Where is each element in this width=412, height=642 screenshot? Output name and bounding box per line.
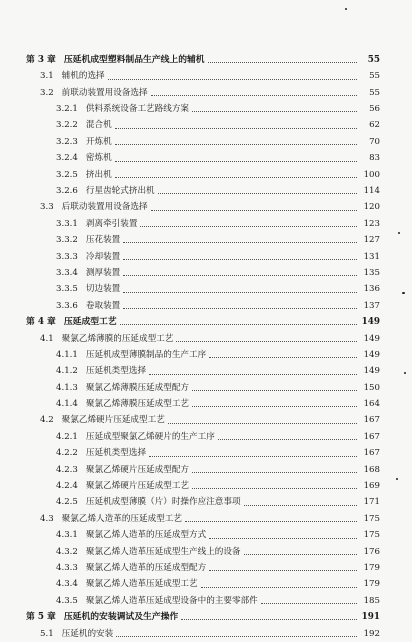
- toc-entry-number: 4.3.1: [56, 530, 78, 541]
- toc-entry-title: 压延成型工艺: [63, 317, 117, 328]
- dot-leader: [115, 127, 357, 129]
- table-of-contents: [0, 52, 412, 642]
- toc-entry-page: 131: [363, 251, 380, 262]
- toc-entry-number: 第 4 章: [26, 317, 56, 328]
- toc-entry-page: 179: [363, 563, 380, 573]
- toc-entry-number: 第 5 章: [26, 612, 56, 623]
- toc-section-row[interactable]: [0, 544, 412, 560]
- dot-leader: [209, 356, 357, 358]
- toc-entry-title: 剥离牵引装置: [85, 218, 138, 229]
- toc-entry-page: 175: [363, 530, 380, 541]
- toc-entry-number: 3.2.5: [56, 169, 78, 180]
- toc-entry-title: 聚氯乙烯人造革的压延成型配方: [85, 563, 207, 573]
- toc-entry-number: 3.3: [40, 202, 54, 213]
- scan-speck: [398, 232, 400, 234]
- toc-entry-page: 167: [363, 448, 380, 459]
- toc-entry-page: 62: [369, 120, 380, 131]
- dot-leader: [123, 274, 357, 276]
- toc-chapter-row[interactable]: [0, 609, 412, 625]
- toc-entry-page: 100: [363, 169, 380, 180]
- toc-section-row[interactable]: [0, 462, 412, 478]
- toc-section-row[interactable]: [0, 265, 412, 281]
- dot-leader: [123, 258, 357, 260]
- dot-leader: [151, 94, 357, 96]
- toc-entry-title: 聚氯乙烯人造革的压延成型方式: [85, 530, 207, 541]
- toc-section-row[interactable]: [0, 281, 412, 297]
- toc-entry-page: 70: [369, 136, 380, 147]
- dot-leader: [218, 438, 357, 440]
- toc-entry-page: 135: [363, 267, 380, 278]
- toc-entry-number: 4.2.4: [56, 481, 78, 492]
- toc-entry-page: 169: [363, 481, 380, 492]
- toc-entry-page: 55: [369, 87, 380, 98]
- dot-leader: [192, 487, 357, 489]
- dot-leader: [149, 455, 357, 457]
- dot-leader: [209, 537, 357, 539]
- toc-entry-page: 192: [363, 628, 380, 639]
- dot-leader: [158, 192, 357, 194]
- toc-entry-title: 混合机: [85, 120, 112, 131]
- toc-section-row[interactable]: [0, 626, 412, 642]
- toc-entry-title: 切边装置: [85, 284, 121, 295]
- toc-entry-title: 前联动装置用设备选择: [61, 87, 148, 98]
- dot-leader: [176, 340, 357, 342]
- toc-entry-title: 行星齿轮式挤出机: [85, 186, 155, 197]
- toc-entry-title: 聚氯乙烯硬片压延成型工艺: [85, 481, 190, 492]
- toc-section-row[interactable]: [0, 183, 412, 199]
- toc-entry-number: 4.3.3: [56, 563, 78, 573]
- dot-leader: [151, 209, 357, 211]
- toc-section-row[interactable]: [0, 118, 412, 134]
- toc-entry-title: 挤出机: [85, 169, 112, 180]
- dot-leader: [201, 586, 357, 588]
- toc-entry-number: 5.1: [40, 628, 54, 639]
- toc-section-row[interactable]: [0, 134, 412, 150]
- toc-section-row[interactable]: [0, 216, 412, 232]
- toc-entry-page: 149: [363, 333, 380, 344]
- toc-entry-title: 压延机的安装: [61, 628, 114, 639]
- toc-entry-title: 压延机类型选择: [85, 366, 147, 377]
- toc-entry-page: 191: [361, 612, 380, 623]
- toc-entry-number: 4.3.2: [56, 546, 78, 557]
- dot-leader: [192, 110, 357, 112]
- dot-leader: [115, 176, 357, 178]
- toc-entry-page: 167: [363, 415, 380, 426]
- toc-section-row[interactable]: [0, 593, 412, 609]
- toc-entry-page: 55: [367, 54, 380, 65]
- toc-entry-title: 卷取装置: [85, 300, 121, 311]
- toc-entry-title: 聚氯乙烯人造革的压延成型工艺: [61, 513, 182, 524]
- toc-section-row[interactable]: [0, 363, 412, 379]
- toc-section-row[interactable]: [0, 167, 412, 183]
- toc-entry-number: 3.3.1: [56, 218, 78, 229]
- toc-entry-number: 3.3.2: [56, 235, 78, 246]
- toc-section-row[interactable]: [0, 560, 412, 576]
- toc-entry-title: 压延机类型选择: [85, 448, 147, 459]
- toc-entry-title: 压花装置: [85, 235, 121, 246]
- toc-entry-number: 第 3 章: [26, 54, 56, 65]
- dot-leader: [115, 143, 357, 145]
- toc-entry-page: 167: [363, 431, 380, 442]
- toc-entry-number: 4.1.1: [56, 349, 78, 360]
- toc-entry-title: 压延机成型薄膜制品的生产工序: [85, 349, 207, 360]
- dot-leader: [208, 61, 357, 63]
- toc-entry-number: 3.2.3: [56, 136, 78, 147]
- toc-section-row[interactable]: [0, 347, 412, 363]
- toc-entry-title: 聚氯乙烯薄膜的压延成型工艺: [61, 333, 174, 344]
- toc-entry-title: 压延成型聚氯乙烯硬片的生产工序: [85, 431, 215, 442]
- toc-entry-number: 4.2: [40, 415, 54, 426]
- toc-section-row[interactable]: [0, 101, 412, 117]
- toc-section-row[interactable]: [0, 413, 412, 429]
- toc-entry-title: 聚氯乙烯薄膜压延成型配方: [85, 382, 190, 393]
- toc-entry-title: 冷却装置: [85, 251, 121, 262]
- toc-entry-title: 压延机成型薄膜（片）时操作应注意事项: [85, 497, 241, 508]
- toc-entry-title: 聚氯乙烯硬片压延成型工艺: [61, 415, 165, 426]
- toc-entry-page: 149: [363, 366, 380, 377]
- toc-entry-number: 4.1.2: [56, 366, 78, 377]
- toc-entry-page: 149: [361, 317, 380, 328]
- toc-entry-number: 4.3: [40, 513, 54, 524]
- toc-entry-number: 3.2.2: [56, 120, 78, 131]
- toc-entry-title: 压延机成型塑料制品生产线上的辅机: [63, 54, 205, 65]
- toc-entry-page: 164: [363, 399, 380, 410]
- toc-entry-number: 4.2.1: [56, 431, 78, 442]
- toc-entry-page: 136: [363, 284, 380, 295]
- toc-section-row[interactable]: [0, 150, 412, 166]
- toc-entry-page: 120: [363, 202, 380, 213]
- toc-entry-number: 3.1: [40, 71, 54, 82]
- dot-leader: [168, 422, 357, 424]
- dot-leader: [123, 291, 357, 293]
- toc-section-row[interactable]: [0, 298, 412, 314]
- toc-section-row[interactable]: [0, 200, 412, 216]
- toc-section-row[interactable]: [0, 429, 412, 445]
- toc-entry-number: 4.1.4: [56, 399, 78, 410]
- toc-entry-number: 3.3.5: [56, 284, 78, 295]
- dot-leader: [140, 225, 357, 227]
- toc-entry-title: 聚氯乙烯人造革压延成型工艺: [85, 579, 198, 590]
- scan-speck: [345, 8, 347, 10]
- toc-entry-page: 179: [363, 579, 380, 590]
- toc-entry-number: 3.2.6: [56, 186, 78, 197]
- toc-entry-number: 3.3.3: [56, 251, 78, 262]
- dot-leader: [123, 241, 357, 243]
- toc-entry-number: 4.1: [40, 333, 54, 344]
- dot-leader: [181, 618, 357, 620]
- toc-entry-page: 83: [369, 153, 380, 164]
- dot-leader: [185, 520, 357, 522]
- toc-entry-page: 56: [369, 104, 380, 115]
- toc-section-row[interactable]: [0, 527, 412, 543]
- toc-chapter-row[interactable]: [0, 314, 412, 330]
- toc-entry-title: 聚氯乙烯硬片压延成型配方: [85, 464, 190, 475]
- scan-speck: [402, 292, 405, 294]
- dot-leader: [120, 323, 357, 325]
- dot-leader: [123, 307, 357, 309]
- toc-entry-page: 137: [363, 300, 380, 311]
- dot-leader: [116, 635, 357, 637]
- toc-section-row[interactable]: [0, 232, 412, 248]
- toc-entry-page: 168: [363, 464, 380, 475]
- scan-speck: [396, 478, 398, 480]
- toc-entry-title: 后联动装置用设备选择: [61, 202, 148, 213]
- toc-section-row[interactable]: [0, 68, 412, 84]
- toc-entry-page: 171: [363, 497, 380, 508]
- dot-leader: [244, 553, 357, 555]
- toc-entry-page: 175: [363, 513, 380, 524]
- toc-entry-number: 4.2.2: [56, 448, 78, 459]
- toc-section-row[interactable]: [0, 380, 412, 396]
- dot-leader: [261, 602, 357, 604]
- toc-entry-page: 150: [363, 382, 380, 393]
- toc-entry-page: 55: [369, 71, 380, 82]
- toc-entry-page: 149: [363, 349, 380, 360]
- toc-entry-number: 4.1.3: [56, 382, 78, 393]
- dot-leader: [192, 389, 357, 391]
- toc-section-row[interactable]: [0, 331, 412, 347]
- toc-entry-title: 聚氯乙烯人造革压延成型生产线上的设备: [85, 546, 241, 557]
- toc-entry-number: 3.2: [40, 87, 54, 98]
- toc-entry-number: 3.3.6: [56, 300, 78, 311]
- toc-entry-title: 聚氯乙烯薄膜压延成型工艺: [85, 399, 190, 410]
- dot-leader: [115, 160, 357, 162]
- toc-entry-number: 3.3.4: [56, 267, 78, 278]
- toc-entry-page: 114: [363, 186, 380, 197]
- toc-section-row[interactable]: [0, 396, 412, 412]
- toc-entry-number: 4.2.5: [56, 497, 78, 508]
- toc-section-row[interactable]: [0, 511, 412, 527]
- toc-section-row[interactable]: [0, 249, 412, 265]
- dot-leader: [108, 78, 357, 80]
- toc-entry-title: 供料系统设备工艺路线方案: [85, 104, 190, 115]
- dot-leader: [149, 373, 357, 375]
- dot-leader: [209, 569, 357, 571]
- toc-entry-number: 4.3.4: [56, 579, 78, 590]
- toc-entry-title: 辅机的选择: [61, 71, 105, 82]
- toc-entry-title: 聚氯乙烯人造革压延成型设备中的主要零部件: [85, 595, 258, 606]
- toc-entry-number: 3.2.4: [56, 153, 78, 164]
- toc-entry-title: 开炼机: [85, 136, 112, 147]
- toc-entry-page: 185: [363, 595, 380, 606]
- dot-leader: [244, 504, 357, 506]
- toc-section-row[interactable]: [0, 445, 412, 461]
- toc-chapter-row[interactable]: [0, 52, 412, 68]
- toc-section-row[interactable]: [0, 495, 412, 511]
- toc-entry-page: 123: [363, 218, 380, 229]
- toc-entry-title: 压延机的安装调试及生产操作: [63, 612, 179, 623]
- toc-entry-number: 4.3.5: [56, 595, 78, 606]
- dot-leader: [192, 405, 357, 407]
- scan-speck: [404, 372, 406, 374]
- toc-entry-title: 密炼机: [85, 153, 112, 164]
- toc-entry-page: 176: [363, 546, 380, 557]
- dot-leader: [192, 471, 357, 473]
- toc-entry-page: 127: [363, 235, 380, 246]
- toc-entry-title: 测厚装置: [85, 267, 121, 278]
- toc-entry-number: 3.2.1: [56, 104, 78, 115]
- toc-section-row[interactable]: [0, 85, 412, 101]
- toc-entry-number: 4.2.3: [56, 464, 78, 475]
- toc-section-row[interactable]: [0, 478, 412, 494]
- toc-section-row[interactable]: [0, 577, 412, 593]
